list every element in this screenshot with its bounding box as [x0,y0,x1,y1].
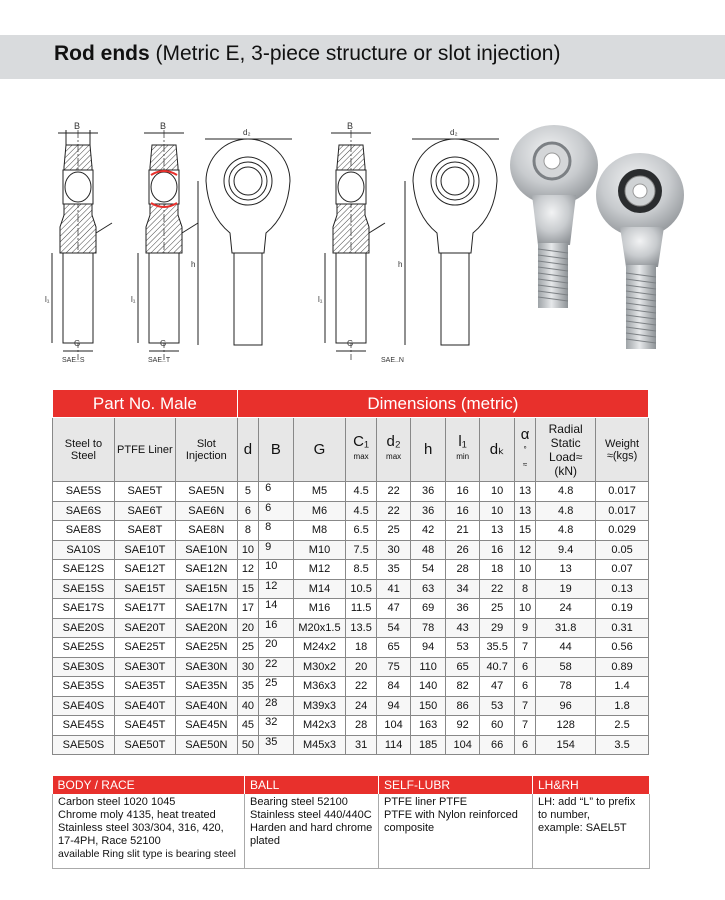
table-row [53,657,649,677]
cell-slot: SAE12N [175,560,237,580]
cell-ptfe: SAE5T [114,482,175,502]
side-view-s [52,130,112,360]
cell-d2: 25 [376,521,411,541]
cell-load: 44 [536,638,596,658]
cell-h: 78 [411,618,446,638]
cell-weight: 0.017 [596,482,649,502]
cell-steel: SAE30S [53,657,115,677]
mat-lhrh-cell [533,794,650,868]
cell-l1: 43 [445,618,480,638]
mat-lhrh-line: LH: add “L” to prefix [538,796,636,808]
col-c1-sub: max [353,452,369,461]
mat-lhrh-line: to number, [538,809,590,821]
cell-alpha: 7 [514,696,535,716]
cell-alpha: 7 [514,716,535,736]
cell-load: 4.8 [536,501,596,521]
cell-l1: 21 [445,521,480,541]
cell-d2: 35 [376,560,411,580]
cell-d2: 22 [376,501,411,521]
cell-dk: 10 [480,482,515,502]
cell-ptfe: SAE35T [114,677,175,697]
cell-weight: 1.4 [596,677,649,697]
mat-header-lube: SELF-LUBR [379,776,533,794]
dimensions-table-body [53,482,649,755]
mat-lube-cell [379,794,533,868]
cell-dk: 40.7 [480,657,515,677]
cell-g: M20x1.5 [293,618,346,638]
cell-l1: 28 [445,560,480,580]
cell-h: 54 [411,560,446,580]
col-c1-label: C₁ [353,433,370,450]
cell-b: 10 [259,560,294,580]
col-weight: Weight ≈(kgs) [596,418,649,482]
label-l1-t: l₁ [131,295,136,304]
cell-steel: SAE17S [53,599,115,619]
mat-body-line: Carbon steel 1020 1045 [58,796,176,808]
cell-g: M45x3 [293,735,346,755]
mat-body-cell [53,794,245,868]
cell-d2: 47 [376,599,411,619]
cell-load: 128 [536,716,596,736]
label-h-right: h [398,260,403,269]
cell-steel: SAE25S [53,638,115,658]
cell-alpha: 12 [514,540,535,560]
caption-sae-s: SAE..S [62,357,85,364]
cell-slot: SAE8N [175,521,237,541]
cell-ptfe: SAE25T [114,638,175,658]
front-view-right [405,139,499,345]
cell-d: 12 [237,560,258,580]
cell-load: 31.8 [536,618,596,638]
cell-weight: 0.89 [596,657,649,677]
cell-d2: 30 [376,540,411,560]
table-row [53,560,649,580]
cell-b: 6 [259,501,294,521]
cell-slot: SAE25N [175,638,237,658]
cell-d: 40 [237,696,258,716]
cell-slot: SAE40N [175,696,237,716]
cell-h: 63 [411,579,446,599]
cell-dk: 10 [480,501,515,521]
col-l1-label: l₁ [458,433,467,450]
cell-weight: 0.56 [596,638,649,658]
table-row [53,638,649,658]
mat-lube-line: composite [384,822,435,834]
table-row [53,677,649,697]
cell-alpha: 6 [514,657,535,677]
label-b-t: B [160,121,167,131]
mat-ball-line: Stainless steel 440/440C [250,809,372,821]
cell-g: M36x3 [293,677,346,697]
cell-c1: 8.5 [346,560,376,580]
cell-l1: 86 [445,696,480,716]
cell-d2: 114 [376,735,411,755]
cell-l1: 34 [445,579,480,599]
cell-weight: 0.13 [596,579,649,599]
cell-h: 36 [411,482,446,502]
cell-c1: 28 [346,716,376,736]
cell-load: 4.8 [536,521,596,541]
cell-l1: 16 [445,482,480,502]
cell-slot: SAE17N [175,599,237,619]
col-d: d [237,418,258,482]
cell-d2: 104 [376,716,411,736]
cell-alpha: 7 [514,638,535,658]
cell-c1: 13.5 [346,618,376,638]
cell-c1: 6.5 [346,521,376,541]
cell-slot: SAE6N [175,501,237,521]
table-row [53,501,649,521]
cell-h: 140 [411,677,446,697]
technical-drawings [0,115,725,375]
cell-d2: 84 [376,677,411,697]
cell-steel: SAE12S [53,560,115,580]
title-rest: (Metric E, 3-piece structure or slot injection) [149,42,561,65]
cell-dk: 25 [480,599,515,619]
cell-l1: 92 [445,716,480,736]
cell-c1: 18 [346,638,376,658]
cell-weight: 0.05 [596,540,649,560]
cell-dk: 18 [480,560,515,580]
page-title [54,42,560,66]
col-l1 [445,418,480,482]
cell-load: 24 [536,599,596,619]
cell-alpha: 6 [514,735,535,755]
mat-ball-line: Bearing steel 52100 [250,796,348,808]
cell-g: M6 [293,501,346,521]
cell-d: 30 [237,657,258,677]
cell-c1: 31 [346,735,376,755]
cell-steel: SAE40S [53,696,115,716]
cell-steel: SAE35S [53,677,115,697]
col-d2 [376,418,411,482]
cell-c1: 4.5 [346,482,376,502]
cell-load: 58 [536,657,596,677]
cell-l1: 16 [445,501,480,521]
cell-weight: 0.029 [596,521,649,541]
cell-alpha: 15 [514,521,535,541]
cell-b: 25 [259,677,294,697]
cell-d: 50 [237,735,258,755]
cell-ptfe: SAE20T [114,618,175,638]
label-g-n: G [347,339,354,348]
cell-h: 36 [411,501,446,521]
cell-l1: 82 [445,677,480,697]
cell-b: 14 [259,599,294,619]
col-alpha-approx: ≈ [522,459,528,469]
col-alpha-label: α [520,425,530,443]
label-b-s: B [74,121,81,131]
cell-b: 22 [259,657,294,677]
col-dk: dₖ [480,418,515,482]
group-part-no: Part No. Male [53,390,238,418]
cell-h: 163 [411,716,446,736]
drawing-svg [0,115,725,375]
mat-body-line: 17-4PH, Race 52100 [58,835,161,847]
cell-l1: 104 [445,735,480,755]
cell-ptfe: SAE6T [114,501,175,521]
caption-sae-t: SAE..T [148,357,171,364]
cell-slot: SAE50N [175,735,237,755]
cell-d2: 65 [376,638,411,658]
cell-b: 12 [259,579,294,599]
cell-b: 16 [259,618,294,638]
cell-ptfe: SAE12T [114,560,175,580]
cell-d: 5 [237,482,258,502]
col-alpha [514,418,535,482]
cell-weight: 0.31 [596,618,649,638]
cell-alpha: 13 [514,482,535,502]
cell-dk: 22 [480,579,515,599]
cell-g: M14 [293,579,346,599]
label-l1-n: l₁ [318,295,323,304]
cell-slot: SAE15N [175,579,237,599]
cell-steel: SAE15S [53,579,115,599]
cell-weight: 0.19 [596,599,649,619]
cell-slot: SAE30N [175,657,237,677]
cell-b: 28 [259,696,294,716]
cell-dk: 35.5 [480,638,515,658]
dimensions-table [52,389,649,755]
cell-b: 32 [259,716,294,736]
cell-l1: 53 [445,638,480,658]
cell-b: 20 [259,638,294,658]
col-d2-label: d₂ [386,433,401,450]
cell-weight: 3.5 [596,735,649,755]
table-row [53,618,649,638]
cell-ptfe: SAE10T [114,540,175,560]
cell-d: 6 [237,501,258,521]
mat-lube-line: PTFE liner PTFE [384,796,468,808]
table-row [53,716,649,736]
side-view-n [325,130,385,360]
cell-steel: SA10S [53,540,115,560]
cell-slot: SAE45N [175,716,237,736]
cell-g: M5 [293,482,346,502]
cell-alpha: 6 [514,677,535,697]
cell-alpha: 10 [514,560,535,580]
cell-steel: SAE20S [53,618,115,638]
label-h-left: h [191,260,196,269]
title-bold: Rod ends [54,42,150,65]
cell-slot: SAE10N [175,540,237,560]
cell-c1: 11.5 [346,599,376,619]
cell-weight: 0.017 [596,501,649,521]
cell-d2: 22 [376,482,411,502]
cell-weight: 2.5 [596,716,649,736]
cell-d: 17 [237,599,258,619]
front-view-left [198,139,292,345]
cell-g: M42x3 [293,716,346,736]
cell-b: 6 [259,482,294,502]
product-photo-1 [510,125,598,308]
cell-b: 8 [259,521,294,541]
cell-d: 35 [237,677,258,697]
cell-g: M24x2 [293,638,346,658]
label-d2-right: d₂ [450,128,458,137]
cell-d: 8 [237,521,258,541]
cell-d2: 75 [376,657,411,677]
group-dimensions: Dimensions (metric) [237,390,648,418]
label-g-t: G [160,339,167,348]
col-load: Radial Static Load≈ (kN) [536,418,596,482]
cell-h: 69 [411,599,446,619]
cell-d2: 54 [376,618,411,638]
cell-dk: 60 [480,716,515,736]
col-c1 [346,418,376,482]
cell-alpha: 9 [514,618,535,638]
cell-load: 4.8 [536,482,596,502]
cell-c1: 22 [346,677,376,697]
cell-d: 25 [237,638,258,658]
cell-c1: 10.5 [346,579,376,599]
mat-body-line: Chrome moly 4135, heat treated [58,809,216,821]
cell-steel: SAE8S [53,521,115,541]
caption-sae-n: SAE..N [381,357,404,364]
cell-c1: 4.5 [346,501,376,521]
cell-d2: 94 [376,696,411,716]
cell-load: 13 [536,560,596,580]
cell-d: 15 [237,579,258,599]
col-alpha-deg: ° [523,444,527,454]
mat-body-line: available Ring slit type is bearing steel [58,848,237,860]
mat-header-lhrh: LH&RH [533,776,650,794]
cell-d2: 41 [376,579,411,599]
materials-table [52,776,650,869]
cell-h: 48 [411,540,446,560]
mat-body-line: Stainless steel 303/304, 316, 420, [58,822,224,834]
table-row [53,521,649,541]
col-h: h [411,418,446,482]
table-row [53,579,649,599]
mat-lhrh-line: example: SAEL5T [538,822,627,834]
cell-steel: SAE5S [53,482,115,502]
cell-dk: 29 [480,618,515,638]
label-d2-left: d₂ [243,128,251,137]
col-steel: Steel to Steel [53,418,115,482]
cell-g: M10 [293,540,346,560]
cell-d: 10 [237,540,258,560]
cell-b: 9 [259,540,294,560]
cell-load: 96 [536,696,596,716]
cell-g: M8 [293,521,346,541]
cell-weight: 0.07 [596,560,649,580]
cell-alpha: 8 [514,579,535,599]
col-d2-sub: max [386,452,402,461]
cell-load: 9.4 [536,540,596,560]
cell-h: 42 [411,521,446,541]
cell-c1: 7.5 [346,540,376,560]
side-view-t [138,130,198,360]
cell-ptfe: SAE40T [114,696,175,716]
cell-steel: SAE45S [53,716,115,736]
cell-c1: 24 [346,696,376,716]
cell-ptfe: SAE8T [114,521,175,541]
table-row [53,482,649,502]
cell-ptfe: SAE15T [114,579,175,599]
cell-ptfe: SAE17T [114,599,175,619]
col-ptfe: PTFE Liner [114,418,175,482]
cell-dk: 16 [480,540,515,560]
cell-load: 19 [536,579,596,599]
cell-c1: 20 [346,657,376,677]
cell-ptfe: SAE50T [114,735,175,755]
mat-lube-line: PTFE with Nylon reinforced [384,809,518,821]
cell-slot: SAE35N [175,677,237,697]
cell-h: 185 [411,735,446,755]
cell-d: 20 [237,618,258,638]
mat-header-ball: BALL [245,776,379,794]
cell-l1: 65 [445,657,480,677]
cell-ptfe: SAE45T [114,716,175,736]
cell-slot: SAE20N [175,618,237,638]
col-b: B [259,418,294,482]
cell-load: 78 [536,677,596,697]
table-row [53,696,649,716]
label-l1-s: l₁ [45,295,50,304]
cell-dk: 53 [480,696,515,716]
cell-l1: 26 [445,540,480,560]
cell-g: M12 [293,560,346,580]
col-slot: Slot Injection [175,418,237,482]
mat-header-body: BODY / RACE [53,776,245,794]
cell-load: 154 [536,735,596,755]
mat-ball-line: Harden and hard chrome [250,822,373,834]
product-photo-2 [596,153,684,349]
cell-h: 110 [411,657,446,677]
cell-d: 45 [237,716,258,736]
cell-weight: 1.8 [596,696,649,716]
cell-g: M16 [293,599,346,619]
label-g-s: G [74,339,81,348]
cell-ptfe: SAE30T [114,657,175,677]
cell-alpha: 13 [514,501,535,521]
col-g: G [293,418,346,482]
cell-h: 150 [411,696,446,716]
col-l1-sub: min [456,452,470,461]
cell-l1: 36 [445,599,480,619]
cell-dk: 66 [480,735,515,755]
cell-g: M39x3 [293,696,346,716]
cell-b: 35 [259,735,294,755]
cell-dk: 13 [480,521,515,541]
cell-alpha: 10 [514,599,535,619]
label-b-n: B [347,121,354,131]
cell-slot: SAE5N [175,482,237,502]
table-row [53,735,649,755]
mat-ball-cell [245,794,379,868]
cell-h: 94 [411,638,446,658]
cell-steel: SAE6S [53,501,115,521]
cell-dk: 47 [480,677,515,697]
cell-g: M30x2 [293,657,346,677]
table-row [53,599,649,619]
cell-steel: SAE50S [53,735,115,755]
mat-ball-line: plated [250,835,280,847]
table-row [53,540,649,560]
